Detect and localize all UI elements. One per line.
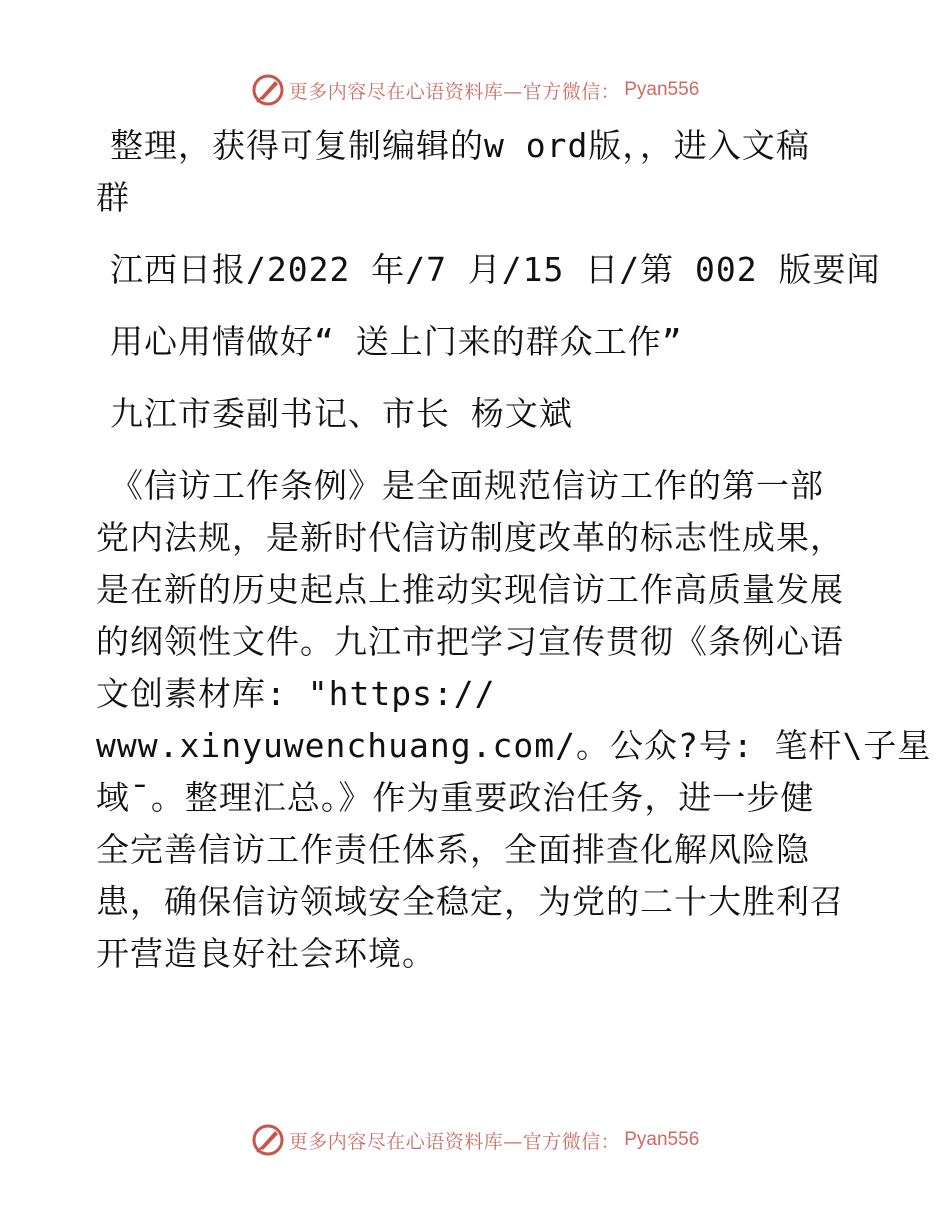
article-title: 用心用情做好“ 送上门来的群众工作” — [110, 322, 683, 361]
footer-watermark — [0, 1120, 950, 1160]
body-line: 《信访工作条例》是全面规范信访工作的第一部 — [110, 466, 824, 505]
body-line: www.xinyuwenchuang.com/。公众?号: 笔杆\子星 — [96, 726, 932, 765]
source-paragraph — [96, 244, 881, 296]
source-line: 江西日报/2022 年/7 月/15 日/第 002 版要闻 — [110, 250, 881, 289]
body-line: 域¯。整理汇总。》作为重要政治任务，进一步健 — [96, 778, 815, 817]
intro-line: 群 — [96, 178, 130, 217]
watermark-text: 更多内容尽在心语资料库—官方微信： — [288, 1130, 621, 1153]
intro-paragraph — [96, 120, 856, 224]
body-line: 的纲领性文件。九江市把学习宣传贯彻《条例心语 — [96, 622, 844, 661]
quill-pen-logo-icon — [251, 73, 285, 107]
body-line: 开营造良好社会环境。 — [96, 934, 436, 973]
article-author: 九江市委副书记、市长 杨文斌 — [110, 394, 573, 433]
quill-pen-logo-icon — [251, 1123, 285, 1157]
document-body — [96, 120, 932, 1000]
watermark-wechat-id: Pyan556 — [624, 1129, 700, 1150]
title-paragraph — [96, 316, 856, 368]
body-line: 是在新的历史起点上推动实现信访工作高质量发展 — [96, 570, 844, 609]
body-line: 全完善信访工作责任体系，全面排查化解风险隐 — [96, 830, 810, 869]
watermark-text: 更多内容尽在心语资料库—官方微信： — [288, 80, 621, 103]
watermark-wechat-id: Pyan556 — [624, 79, 700, 100]
intro-line: 整理，获得可复制编辑的w ord版，，进入文稿 — [110, 126, 810, 165]
body-line: 文创素材库: "https:// — [96, 674, 496, 713]
header-watermark — [0, 70, 950, 110]
body-line: 党内法规，是新时代信访制度改革的标志性成果， — [96, 518, 844, 557]
body-line: 患，确保信访领域安全稳定，为党的二十大胜利召 — [96, 882, 844, 921]
author-paragraph — [96, 388, 856, 440]
body-paragraph — [96, 460, 932, 980]
